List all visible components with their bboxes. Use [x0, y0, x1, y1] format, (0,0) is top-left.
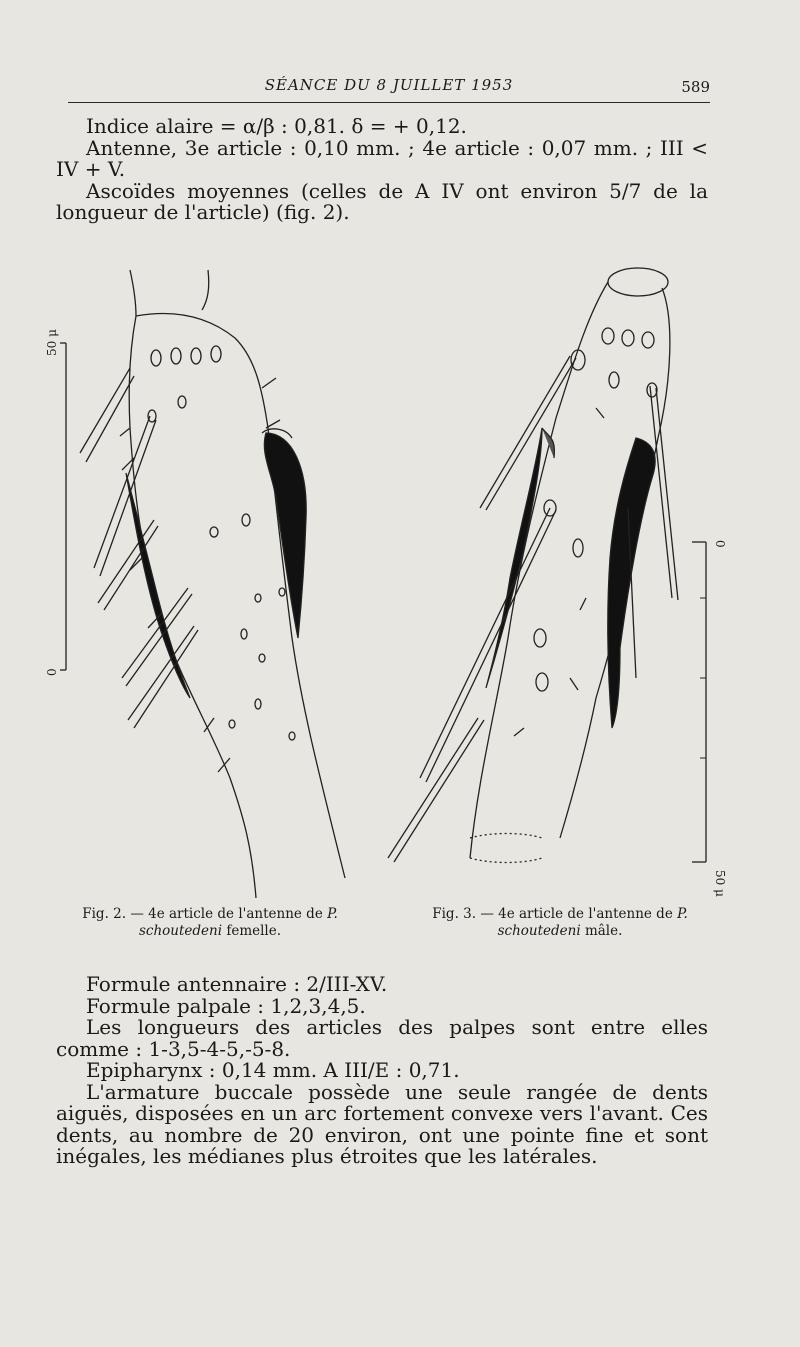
antenna-drawings	[30, 258, 770, 898]
paragraph-buccal-armature: L'armature buccale possède une seule rangée de dents aiguës, disposées en un arc fortement convexe vers l'avant. Ces dents, au nombre de 20 environ, ont une pointe fine et sont inégales, les médianes plus étroites que les latérales.	[56, 1079, 708, 1168]
fig3-scale-top-label: 0	[713, 540, 727, 548]
fig3-caption-suffix: mâle.	[584, 923, 623, 939]
running-head	[68, 74, 710, 103]
fig2-caption-suffix: femelle.	[226, 923, 282, 939]
paragraph-palpal-formula: Formule palpale : 1,2,3,4,5.	[86, 993, 366, 1018]
fig2-caption-prefix: Fig. 2. — 4e article de l'antenne de	[82, 906, 323, 922]
fig3-caption	[410, 906, 710, 940]
running-title: SÉANCE DU 8 JUILLET 1953	[264, 76, 514, 94]
paragraph-antennal-formula: Formule antennaire : 2/III-XV.	[86, 972, 388, 996]
paragraph-palp-lengths: Les longueurs des articles des palpes sont entre elles comme : 1-3,5-4-5,-5-8.	[56, 1015, 708, 1061]
paragraph-antenna: Antenne, 3e article : 0,10 mm. ; 4e article : 0,07 mm. ; III < IV + V.	[56, 135, 708, 181]
fig2-scale-top-label: 50 μ	[45, 329, 59, 356]
paragraph-ascoids: Ascoïdes moyennes (celles de A IV ont environ 5/7 de la longueur de l'article) (fig. 2).	[56, 178, 708, 224]
fig3-scale-bottom-label: 50 μ	[713, 870, 727, 897]
fig3-caption-prefix: Fig. 3. — 4e article de l'antenne de	[432, 906, 673, 922]
fig2-scale-bar	[45, 329, 66, 676]
page-number: 589	[681, 78, 710, 96]
fig2-caption-species: P. schoutedeni	[138, 906, 338, 939]
fig2-caption	[60, 906, 360, 940]
fig2-antenna-segment	[80, 270, 345, 898]
figure-area	[30, 258, 770, 898]
top-text-block	[56, 116, 708, 224]
fig3-antenna-segment	[388, 268, 678, 863]
fig3-scale-bar	[692, 540, 727, 897]
paragraph-epipharynx: Epipharynx : 0,14 mm. A III/E : 0,71.	[86, 1058, 460, 1082]
fig3-caption-species: P. schoutedeni	[497, 906, 688, 939]
bottom-text-block	[56, 974, 708, 1168]
paragraph-wing-index: Indice alaire = α/β : 0,81. δ = + 0,12.	[86, 114, 467, 138]
fig2-scale-bottom-label: 0	[45, 668, 59, 676]
